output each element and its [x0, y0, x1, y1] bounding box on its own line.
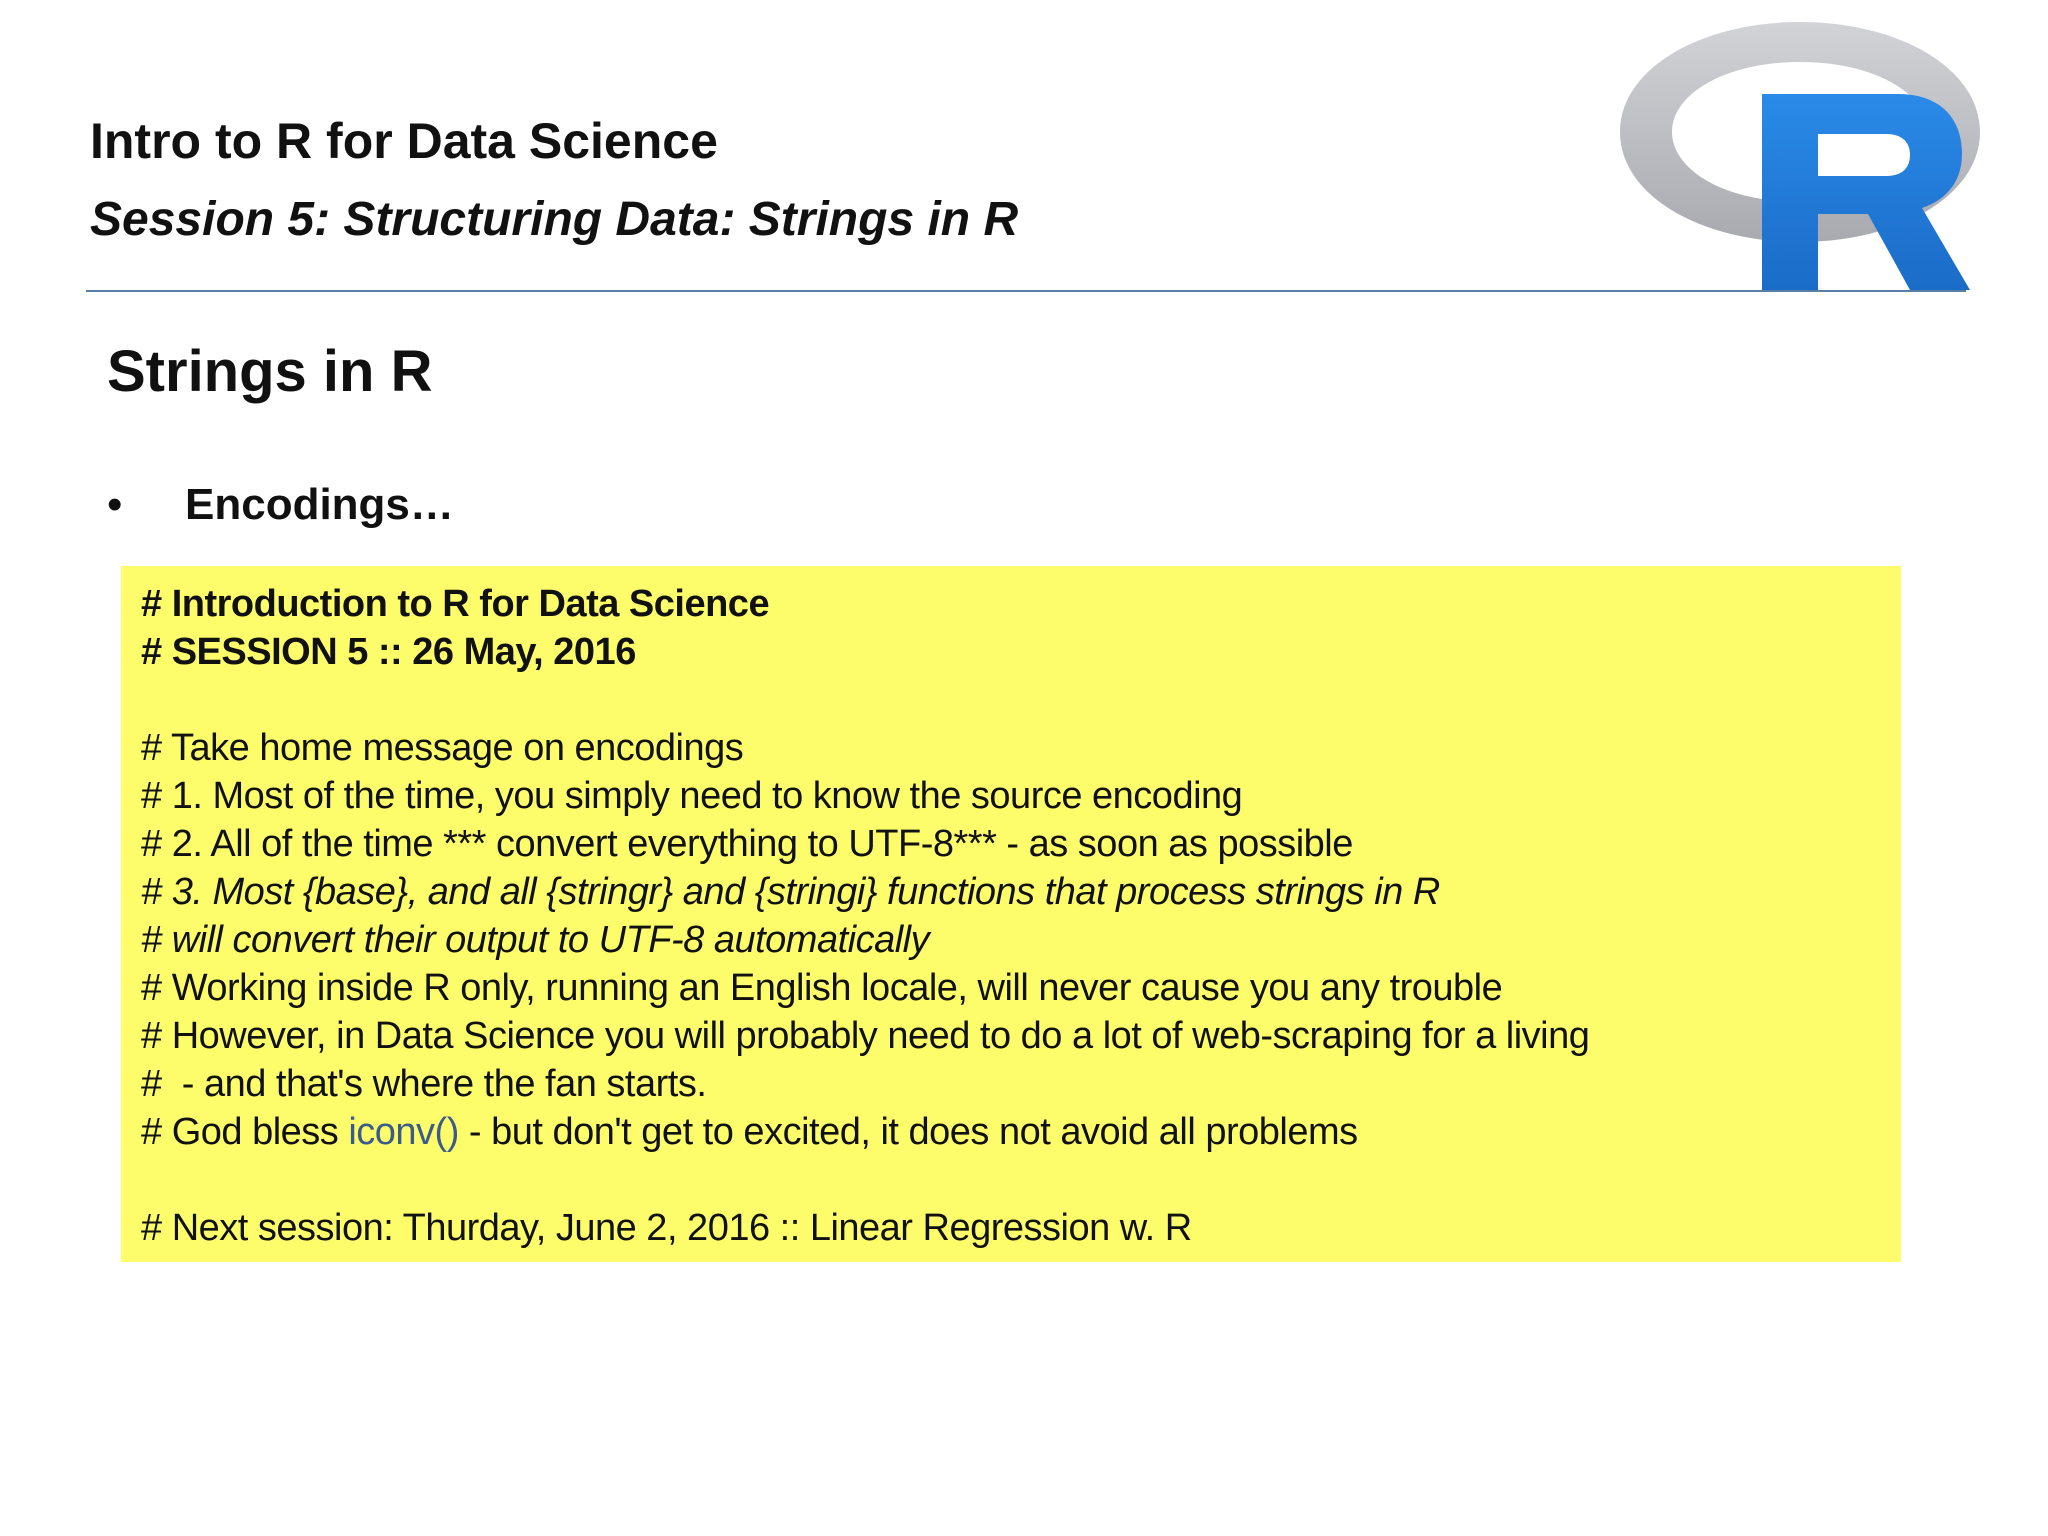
- bullet-text: Encodings…: [185, 480, 454, 529]
- code-line: # 1. Most of the time, you simply need to know the source encoding: [141, 775, 1243, 817]
- code-line: # - and that's where the fan starts.: [141, 1063, 707, 1105]
- function-name: iconv(): [348, 1111, 459, 1153]
- code-line: # will convert their output to UTF-8 automatically: [141, 919, 930, 961]
- code-line: # Working inside R only, running an English locale, will never cause you any trouble: [141, 967, 1503, 1009]
- code-blank-line: [141, 676, 1881, 724]
- code-line: # Next session: Thurday, June 2, 2016 :: Linear Regression w. R: [141, 1207, 1192, 1249]
- course-title: Intro to R for Data Science: [90, 113, 718, 169]
- bullet-item: [107, 480, 454, 530]
- code-line: # Take home message on encodings: [141, 727, 744, 769]
- code-line: # Introduction to R for Data Science: [141, 583, 770, 625]
- code-text: # God bless: [141, 1111, 349, 1153]
- section-title: Strings in R: [107, 339, 433, 404]
- code-line: # 2. All of the time *** convert everything to UTF-8*** - as soon as possible: [141, 823, 1353, 865]
- code-text: - but don't get to excited, it does not avoid all problems: [458, 1111, 1358, 1153]
- code-block: [121, 566, 1901, 1262]
- header-divider: [86, 290, 1966, 292]
- logo-letter: R: [1610, 14, 1611, 15]
- code-blank-line: [141, 1156, 1881, 1204]
- code-line-iconv: [141, 1108, 1881, 1156]
- r-logo-icon: [1610, 14, 1990, 294]
- code-line: # However, in Data Science you will probably need to do a lot of web-scraping for a living: [141, 1015, 1590, 1057]
- bullet-marker: •: [107, 480, 123, 529]
- logo-r-letter: [1762, 94, 1970, 290]
- code-line: # SESSION 5 :: 26 May, 2016: [141, 631, 636, 673]
- code-line: # 3. Most {base}, and all {stringr} and {stringi} functions that process strings in R: [141, 871, 1440, 913]
- session-title: Session 5: Structuring Data: Strings in R: [90, 193, 1019, 246]
